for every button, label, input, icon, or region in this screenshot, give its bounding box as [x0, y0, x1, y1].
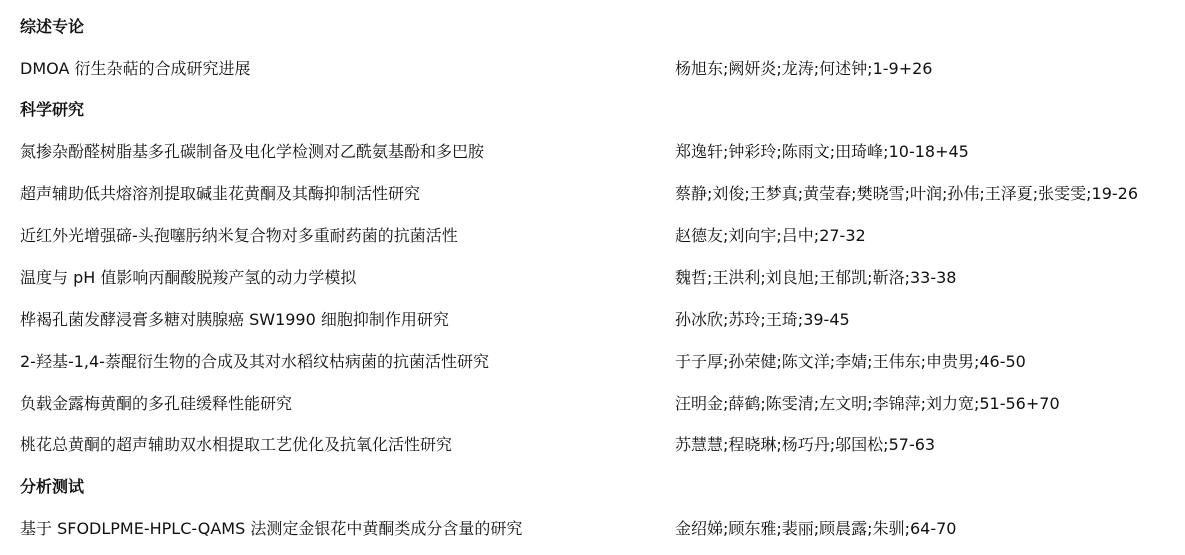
article-authors: 金绍娣;顾东雅;裴丽;顾晨露;朱驯;: [675, 519, 910, 538]
article-row: [0, 139, 1185, 165]
article-meta: [675, 56, 932, 82]
article-meta: [675, 181, 1138, 207]
article-meta: [675, 391, 1060, 417]
article-pages: 64-70: [909, 519, 957, 538]
article-authors: 孙冰欣;苏玲;王琦;: [675, 310, 804, 329]
section-heading: 综述专论: [20, 17, 85, 36]
article-pages: 39-45: [803, 310, 850, 329]
article-title[interactable]: 桦褐孔菌发酵浸膏多糖对胰腺癌 SW1990 细胞抑制作用研究: [20, 310, 449, 329]
article-pages: 46-50: [979, 352, 1026, 371]
article-row: [0, 307, 1185, 333]
article-authors: 郑逸轩;钟彩玲;陈雨文;田琦峰;: [675, 142, 889, 161]
article-pages: 51-56+70: [979, 394, 1060, 413]
article-meta: [675, 223, 866, 249]
article-meta: [675, 516, 956, 542]
article-title[interactable]: 桃花总黄酮的超声辅助双水相提取工艺优化及抗氧化活性研究: [20, 435, 453, 454]
article-title[interactable]: 温度与 pH 值影响丙酮酸脱羧产氢的动力学模拟: [20, 268, 357, 287]
article-row: [0, 181, 1185, 207]
article-pages: 57-63: [888, 435, 936, 454]
article-pages: 33-38: [909, 268, 957, 287]
article-authors: 杨旭东;阙妍炎;龙涛;何述钟;: [675, 59, 873, 78]
article-row: [0, 432, 1185, 458]
article-title[interactable]: 超声辅助低共熔溶剂提取碱韭花黄酮及其酶抑制活性研究: [20, 184, 421, 203]
article-pages: 19-26: [1091, 184, 1139, 203]
article-meta: [675, 139, 969, 165]
article-authors: 汪明金;薛鹤;陈雯清;左文明;李锦萍;刘力宽;: [675, 394, 980, 413]
article-row: [0, 349, 1185, 375]
article-row: [0, 223, 1185, 249]
article-title[interactable]: 基于 SFODLPME-HPLC-QAMS 法测定金银花中黄酮类成分含量的研究: [20, 519, 523, 538]
article-authors: 于子厚;孙荣健;陈文洋;李婧;王伟东;申贵男;: [675, 352, 980, 371]
article-meta: [675, 307, 850, 333]
section-heading: 科学研究: [20, 100, 85, 119]
article-meta: [675, 265, 956, 291]
article-title[interactable]: 负载金露梅黄酮的多孔硅缓释性能研究: [20, 394, 293, 413]
article-title[interactable]: 2-羟基-1,4-萘醌衍生物的合成及其对水稻纹枯病菌的抗菌活性研究: [20, 352, 489, 371]
article-title[interactable]: DMOA 衍生杂萜的合成研究进展: [20, 59, 251, 78]
section-header-row: [0, 14, 1185, 40]
article-row: [0, 265, 1185, 291]
article-title[interactable]: 近红外光增强碲-头孢噻肟纳米复合物对多重耐药菌的抗菌活性: [20, 226, 458, 245]
section-header-row: [0, 474, 1185, 500]
section-header-row: [0, 97, 1185, 123]
article-title[interactable]: 氮掺杂酚醛树脂基多孔碳制备及电化学检测对乙酰氨基酚和多巴胺: [20, 142, 485, 161]
article-authors: 赵德友;刘向宇;吕中;: [675, 226, 820, 245]
article-row: [0, 56, 1185, 82]
article-meta: [675, 432, 935, 458]
article-pages: 10-18+45: [888, 142, 969, 161]
article-authors: 蔡静;刘俊;王梦真;黄莹春;樊晓雪;叶润;孙伟;王泽夏;张雯雯;: [675, 184, 1092, 203]
article-pages: 1-9+26: [872, 59, 933, 78]
section-heading: 分析测试: [20, 477, 85, 496]
article-authors: 苏慧慧;程晓琳;杨巧丹;邬国松;: [675, 435, 889, 454]
article-row: [0, 516, 1185, 542]
article-pages: 27-32: [819, 226, 866, 245]
article-authors: 魏哲;王洪利;刘良旭;王郁凯;靳洛;: [675, 268, 910, 287]
article-row: [0, 391, 1185, 417]
article-meta: [675, 349, 1026, 375]
